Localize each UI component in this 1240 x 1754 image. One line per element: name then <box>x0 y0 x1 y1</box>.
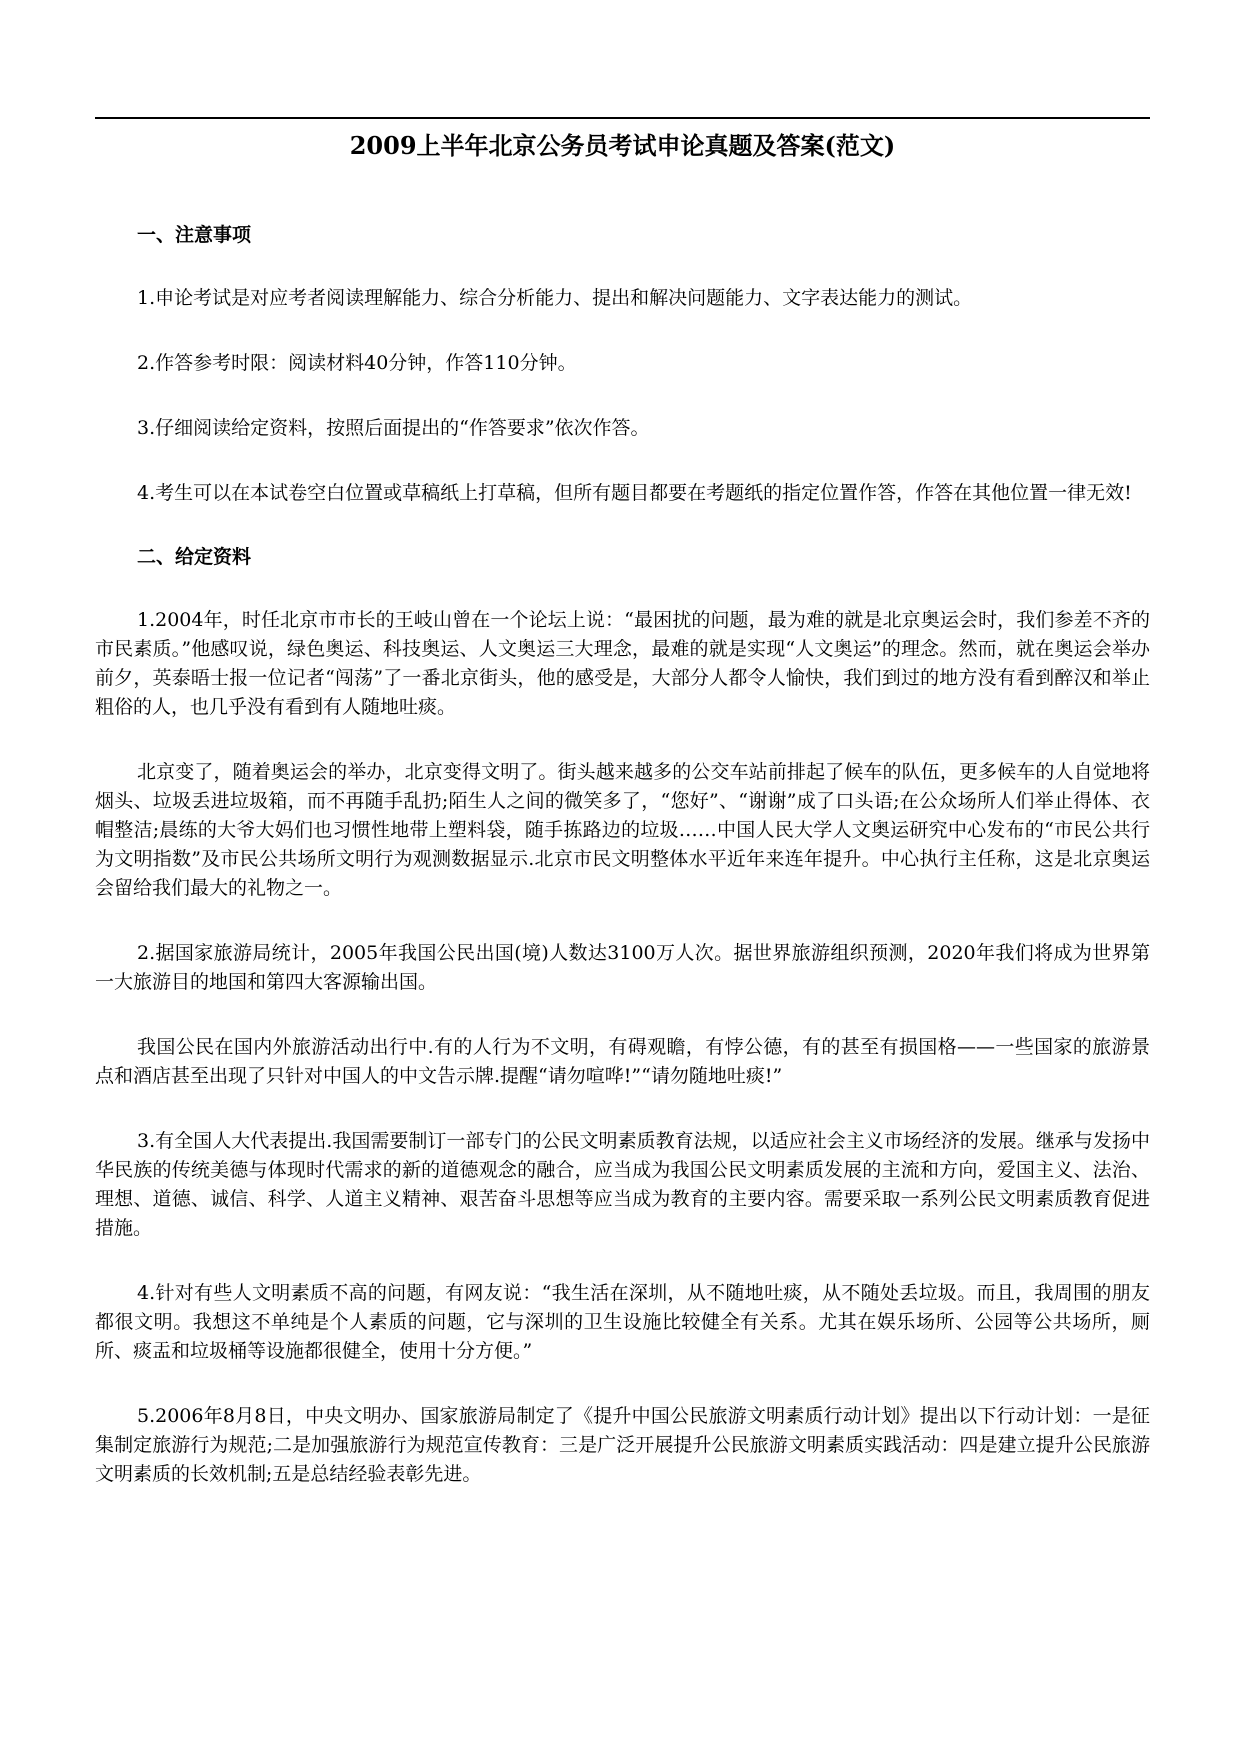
section-materials <box>95 544 1150 1489</box>
paragraph: 1.申论考试是对应考者阅读理解能力、综合分析能力、提出和解决问题能力、文字表达能力的测试。 <box>137 287 973 309</box>
paragraph: 2.作答参考时限：阅读材料40分钟，作答110分钟。 <box>137 352 577 374</box>
document-title: 2009上半年北京公务员考试申论真题及答案(范文) <box>349 131 896 160</box>
paragraph: 4.针对有些人文明素质不高的问题，有网友说：“我生活在深圳，从不随地吐痰，从不随处丢垃圾。而且，我周围的朋友都很文明。我想这不单纯是个人素质的问题，它与深圳的卫生设施比较健全有关系。尤其在娱乐场所、公园等公共场所，厕所、痰盂和垃圾桶等设施都很健全，使用十分方便。” <box>95 1282 1150 1362</box>
header-rule <box>95 117 1150 119</box>
paragraph: 北京变了，随着奥运会的举办，北京变得文明了。街头越来越多的公交车站前排起了候车的队伍，更多候车的人自觉地将烟头、垃圾丢进垃圾箱，而不再随手乱扔;陌生人之间的微笑多了，“您好”、“谢谢”成了口头语;在公众场所人们举止得体、衣帽整洁;晨练的大爷大妈们也习惯性地带上塑料袋，随手拣路边的垃圾……中国人民大学人文奥运研究中心发布的“市民公共行为文明指数”及市民公共场所文明行为观测数据显示.北京市民文明整体水平近年来连年提升。中心执行主任称，这是北京奥运会留给我们最大的礼物之一。 <box>95 761 1150 899</box>
paragraph: 3.有全国人大代表提出.我国需要制订一部专门的公民文明素质教育法规，以适应社会主义市场经济的发展。继承与发扬中华民族的传统美德与体现时代需求的新的道德观念的融合，应当成为我国公民文明素质发展的主流和方向，爱国主义、法治、理想、道德、诚信、科学、人道主义精神、艰苦奋斗思想等应当成为教育的主要内容。需要采取一系列公民文明素质教育促进措施。 <box>95 1130 1150 1239</box>
paragraph: 2.据国家旅游局统计，2005年我国公民出国(境)人数达3100万人次。据世界旅游组织预测，2020年我们将成为世界第一大旅游目的地国和第四大客源输出国。 <box>95 942 1150 993</box>
document-body <box>95 222 1150 1525</box>
paragraph: 我国公民在国内外旅游活动出行中.有的人行为不文明，有碍观瞻，有悖公德，有的甚至有损国格——一些国家的旅游景点和酒店甚至出现了只针对中国人的中文告示牌.提醒“请勿喧哗!”“请勿随地吐痰!” <box>95 1036 1150 1087</box>
section-heading-notes: 一、注意事项 <box>137 224 252 246</box>
paragraph: 3.仔细阅读给定资料，按照后面提出的“作答要求”依次作答。 <box>137 417 650 439</box>
section-heading-materials: 二、给定资料 <box>137 546 252 568</box>
paragraph: 4.考生可以在本试卷空白位置或草稿纸上打草稿，但所有题目都要在考题纸的指定位置作答，作答在其他位置一律无效! <box>137 482 1132 504</box>
paragraph: 5.2006年8月8日，中央文明办、国家旅游局制定了《提升中国公民旅游文明素质行动计划》提出以下行动计划：一是征集制定旅游行为规范;二是加强旅游行为规范宣传教育：三是广泛开展提升公民旅游文明素质实践活动：四是建立提升公民旅游文明素质的长效机制;五是总结经验表彰先进。 <box>95 1405 1150 1485</box>
section-notes <box>95 222 1150 508</box>
paragraph: 1.2004年，时任北京市市长的王岐山曾在一个论坛上说：“最困扰的问题，最为难的就是北京奥运会时，我们参差不齐的市民素质。”他感叹说，绿色奥运、科技奥运、人文奥运三大理念，最难的就是实现“人文奥运”的理念。然而，就在奥运会举办前夕，英泰晤士报一位记者“闯荡”了一番北京街头，他的感受是，大部分人都令人愉快，我们到过的地方没有看到醉汉和举止粗俗的人，也几乎没有看到有人随地吐痰。 <box>95 609 1150 718</box>
document-page <box>95 0 1150 1754</box>
